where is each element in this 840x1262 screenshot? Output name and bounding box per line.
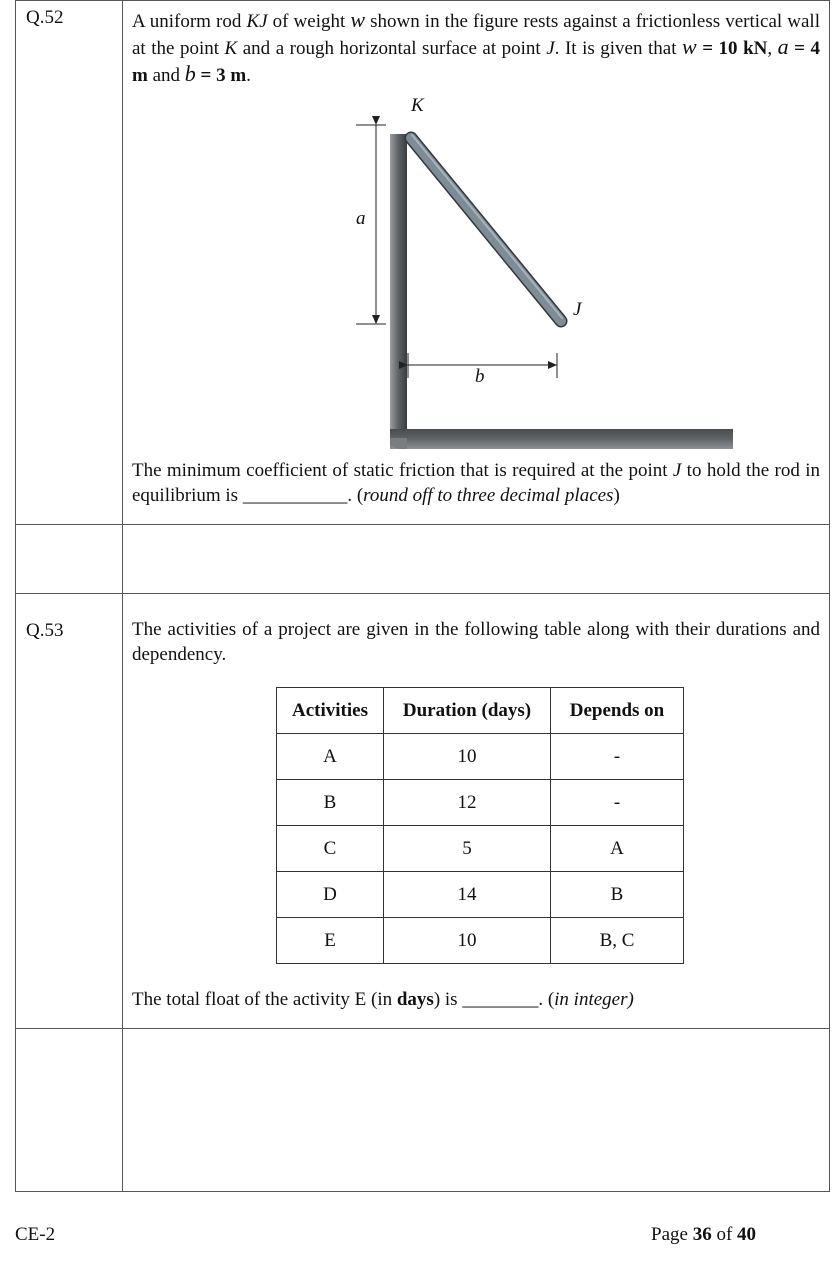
- question-body: [123, 594, 830, 1029]
- page-number: Page 36 of 40: [651, 1224, 757, 1245]
- spacer-cell: [16, 525, 123, 594]
- question-number: Q.53: [16, 594, 123, 1029]
- table-cell: A: [277, 734, 384, 780]
- question-text: A uniform rod KJ of weight w shown in the figure rests against a frictionless vertical wall at the point K and a rough horizontal surface at point J. It is given that w = 10 kN, a = 4 m and b = 3 m.: [132, 7, 821, 86]
- table-cell: 12: [384, 780, 551, 826]
- table-cell: D: [277, 872, 384, 918]
- question-ask: The minimum coefficient of static friction that is required at the point J to hold the rod in equilibrium is ___________. (round off to three decimal places): [132, 460, 820, 506]
- table-header: Duration (days): [384, 688, 551, 734]
- table-row: [277, 826, 684, 872]
- table-cell: B, C: [551, 918, 684, 964]
- table-cell: A: [551, 826, 684, 872]
- floor: [390, 429, 733, 449]
- table-row: [277, 734, 684, 780]
- wall: [390, 134, 407, 448]
- question-body: [123, 1, 830, 525]
- paper-code: CE-2: [15, 1224, 56, 1245]
- table-cell: E: [277, 918, 384, 964]
- table-cell: B: [551, 872, 684, 918]
- table-cell: 10: [384, 918, 551, 964]
- label-b: b: [475, 366, 485, 387]
- table-cell: -: [551, 780, 684, 826]
- table-row: [277, 872, 684, 918]
- question-text: The activities of a project are given in the following table along with their durations and dependency.: [132, 619, 820, 665]
- activities-table: [276, 687, 684, 964]
- table-cell: 14: [384, 872, 551, 918]
- spacer-cell: [123, 1029, 830, 1192]
- question-table: [15, 0, 830, 1192]
- rod-diagram: [132, 88, 832, 458]
- label-k: K: [411, 95, 424, 116]
- table-header: Depends on: [551, 688, 684, 734]
- table-cell: C: [277, 826, 384, 872]
- table-cell: B: [277, 780, 384, 826]
- question-number: Q.52: [16, 1, 123, 525]
- table-cell: 5: [384, 826, 551, 872]
- table-row: [277, 780, 684, 826]
- table-cell: -: [551, 734, 684, 780]
- label-a: a: [356, 208, 366, 229]
- question-ask: The total float of the activity E (in days) is ________. (in integer): [132, 989, 634, 1010]
- spacer-cell: [123, 525, 830, 594]
- rod-figure: [132, 88, 820, 458]
- table-cell: 10: [384, 734, 551, 780]
- label-j: J: [573, 299, 582, 320]
- table-row: [277, 918, 684, 964]
- table-header: Activities: [277, 688, 384, 734]
- spacer-cell: [16, 1029, 123, 1192]
